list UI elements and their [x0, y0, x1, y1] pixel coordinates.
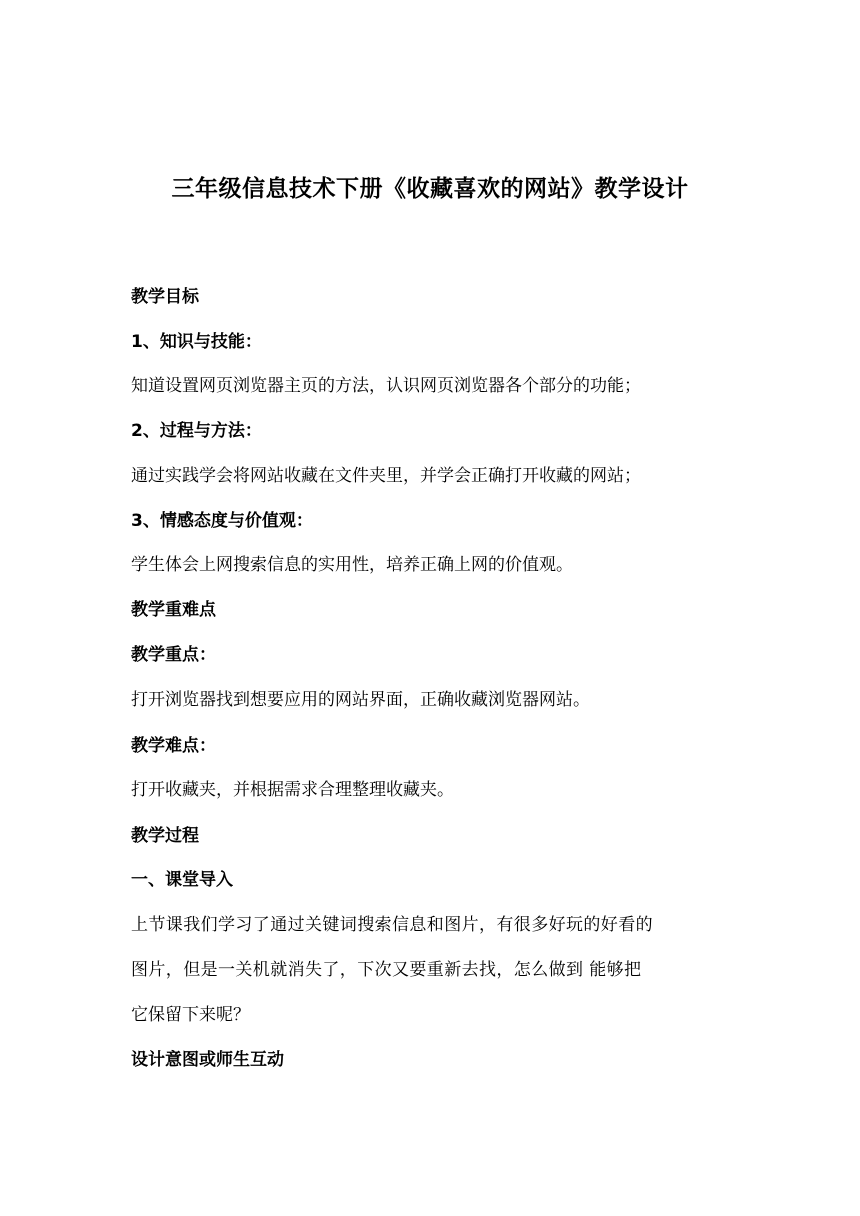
paragraph-line: 学生体会上网搜索信息的实用性，培养正确上网的价值观。 [131, 555, 573, 575]
section-heading-teaching-goals: 教学目标 [131, 287, 199, 307]
section-heading-key-difficult-points: 教学重难点 [131, 600, 216, 620]
subheading-attitude-values: 3、情感态度与价值观： [131, 511, 313, 531]
paragraph-line: 通过实践学会将网站收藏在文件夹里，并学会正确打开收藏的网站； [131, 466, 641, 486]
subheading-class-introduction: 一、课堂导入 [131, 870, 233, 890]
paragraph-line: 图片，但是一关机就消失了，下次又要重新去找，怎么做到 能够把 [131, 960, 642, 980]
subheading-process-method: 2、过程与方法： [131, 421, 262, 441]
paragraph-line: 它保留下来呢？ [131, 1005, 250, 1025]
document-title: 三年级信息技术下册《收藏喜欢的网站》教学设计 [171, 176, 689, 202]
paragraph-line: 打开浏览器找到想要应用的网站界面，正确收藏浏览器网站。 [131, 690, 590, 710]
subheading-knowledge-skills: 1、知识与技能： [131, 332, 262, 352]
paragraph-line: 上节课我们学习了通过关键词搜索信息和图片，有很多好玩的好看的 [131, 915, 653, 935]
subheading-difficult-points: 教学难点： [131, 736, 216, 756]
paragraph-line: 知道设置网页浏览器主页的方法，认识网页浏览器各个部分的功能； [131, 376, 641, 396]
section-heading-teaching-process: 教学过程 [131, 826, 199, 846]
subheading-design-intent: 设计意图或师生互动 [131, 1050, 284, 1070]
paragraph-line: 打开收藏夹，并根据需求合理整理收藏夹。 [131, 780, 454, 800]
subheading-key-points: 教学重点： [131, 645, 216, 665]
